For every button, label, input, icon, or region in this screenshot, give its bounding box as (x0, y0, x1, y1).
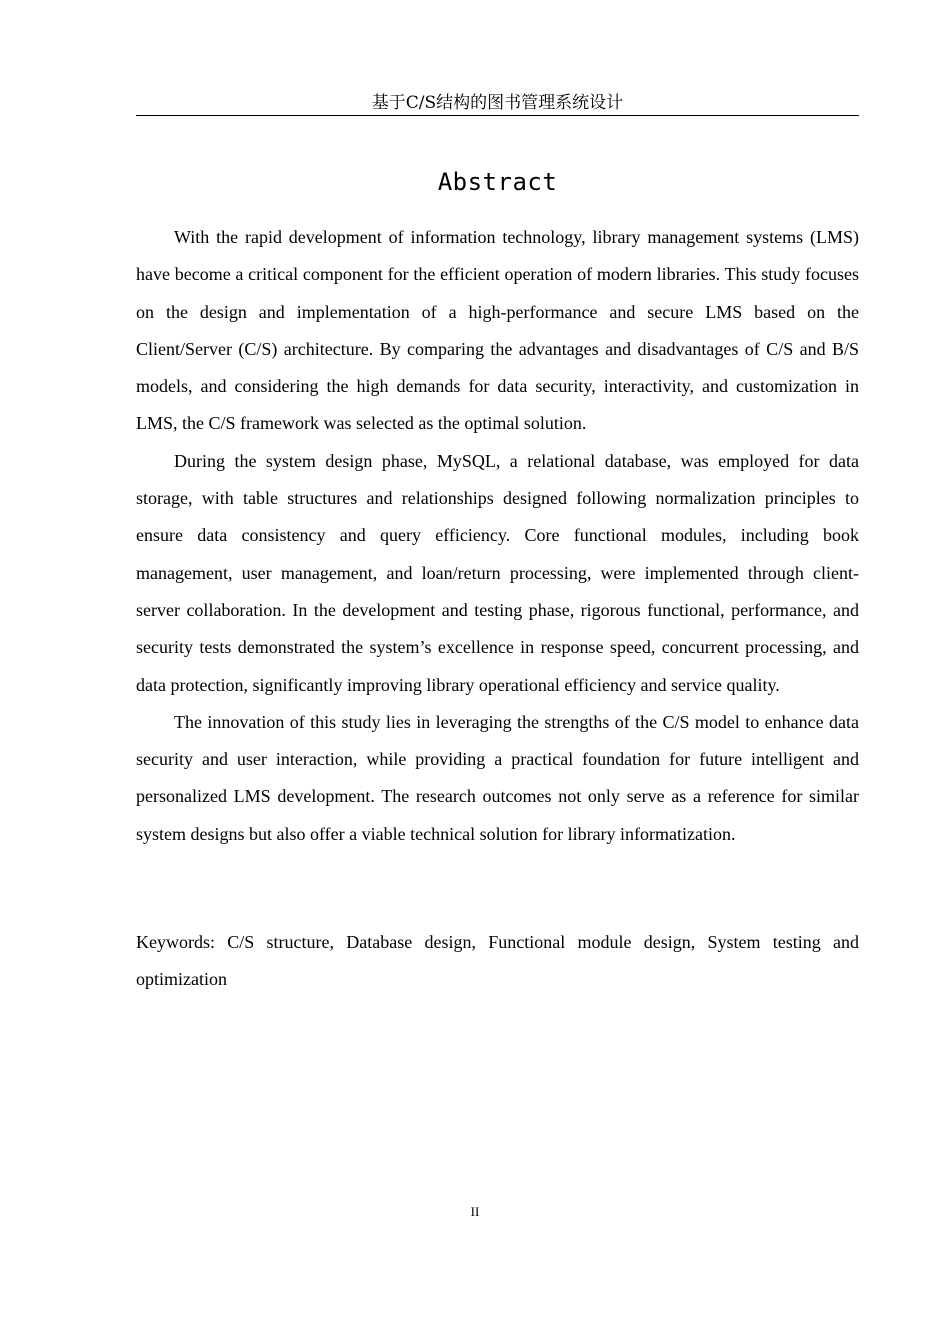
abstract-body (136, 219, 859, 853)
abstract-title: Abstract (437, 168, 558, 196)
abstract-paragraph-3: The innovation of this study lies in leveraging the strengths of the C/S model to enhance data security and user interaction, while providing a practical foundation for future intelligent and personalized LMS development. The research outcomes not only serve as a reference for similar system designs but also offer a viable technical solution for library informatization. (136, 711, 859, 844)
abstract-paragraph-1: With the rapid development of information technology, library management systems (LMS) have become a critical component for the efficient operation of modern libraries. This study focuses on the design and implementation of a high-performance and secure LMS based on the Client/Server (C/S) architecture. By comparing the advantages and disadvantages of C/S and B/S models, and considering the high demands for data security, interactivity, and customization in LMS, the C/S framework was selected as the optimal solution. (136, 227, 859, 434)
running-header: 基于C/S结构的图书管理系统设计 (371, 93, 624, 113)
keywords-line: Keywords: C/S structure, Database design, Functional module design, System testing and optimization (136, 932, 859, 989)
page-number: II (470, 1204, 480, 1219)
abstract-paragraph-2: During the system design phase, MySQL, a relational database, was employed for data storage, with table structures and relationships designed following normalization principles to ensure data consistency and query efficiency. Core functional modules, including book management, user management, and loan/return processing, were implemented through client-server collaboration. In the development and testing phase, rigorous functional, performance, and security tests demonstrated the system’s excellence in response speed, concurrent processing, and data protection, significantly improving library operational efficiency and service quality. (136, 450, 859, 695)
header-divider (136, 115, 859, 116)
